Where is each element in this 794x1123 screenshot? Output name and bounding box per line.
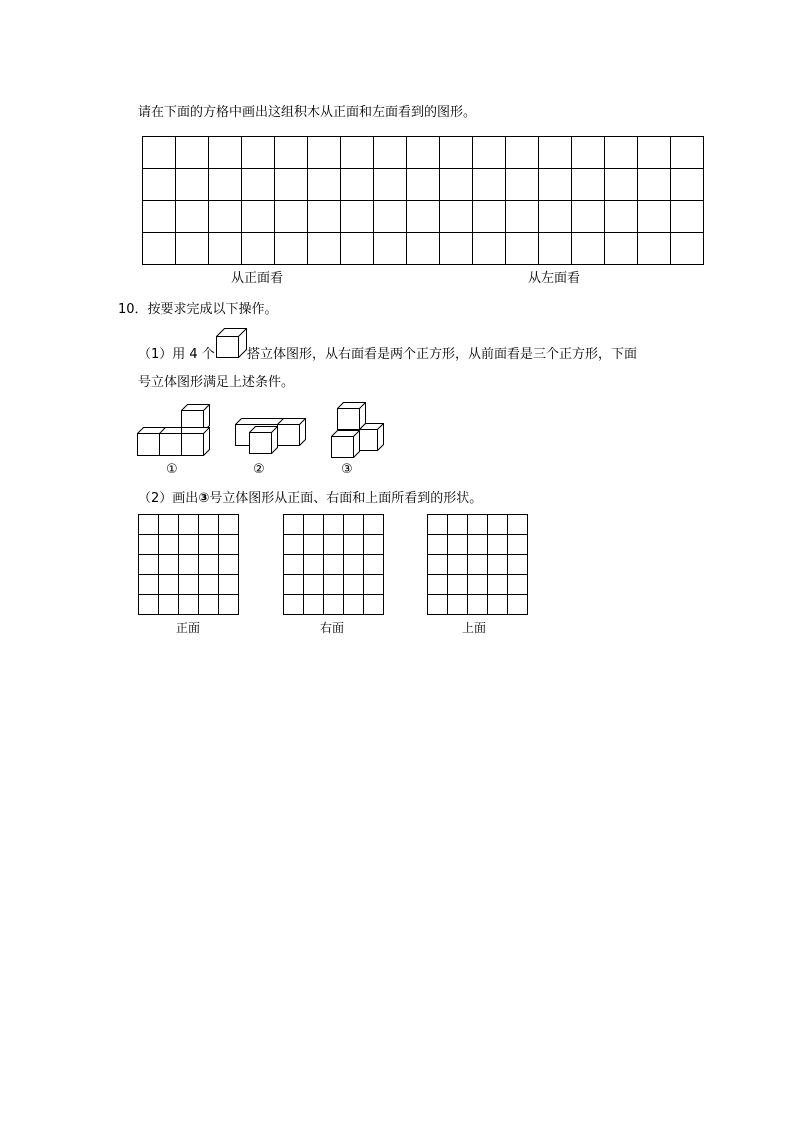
- grid-cell: [139, 595, 159, 615]
- big-grid: [142, 136, 704, 265]
- grid-cell: [242, 137, 275, 169]
- part2-text: [138, 491, 482, 507]
- figure-1-label: ①: [166, 462, 178, 477]
- grid-cell: [448, 555, 468, 575]
- grid-cell: [428, 535, 448, 555]
- grid-cell: [341, 233, 374, 265]
- grid-cell: [473, 169, 506, 201]
- grid-cell: [143, 233, 176, 265]
- grid-cell: [506, 201, 539, 233]
- grid-cell: [284, 575, 304, 595]
- grid-cell: [324, 555, 344, 575]
- grid-cell: [671, 201, 704, 233]
- grid-cell: [364, 515, 384, 535]
- grid-cell: [448, 535, 468, 555]
- grid-cell: [209, 169, 242, 201]
- grid-cell: [440, 233, 473, 265]
- grid-cell: [671, 169, 704, 201]
- grid-cell: [179, 535, 199, 555]
- grid-cell: [176, 201, 209, 233]
- grid-cell: [159, 515, 179, 535]
- grid-cell: [304, 515, 324, 535]
- grid-cell: [508, 555, 528, 575]
- grid-cell: [508, 595, 528, 615]
- figure-1-blocks: [136, 404, 214, 456]
- grid-cell: [508, 515, 528, 535]
- grid-cell: [284, 535, 304, 555]
- grid-cell: [539, 137, 572, 169]
- grid-cell: [374, 201, 407, 233]
- grid-cell: [539, 233, 572, 265]
- grid-cell: [139, 575, 159, 595]
- grid-cell: [428, 515, 448, 535]
- grid-cell: [341, 137, 374, 169]
- figure-2-label: ②: [253, 462, 265, 477]
- grid-cell: [219, 555, 239, 575]
- grid-cell: [284, 555, 304, 575]
- grid-cell: [143, 137, 176, 169]
- grid-cell: [488, 515, 508, 535]
- grid-cell: [209, 137, 242, 169]
- grid-cell: [506, 233, 539, 265]
- grid-cell: [671, 233, 704, 265]
- grid-cell: [572, 201, 605, 233]
- grid-cell: [308, 137, 341, 169]
- grid-cell: [605, 137, 638, 169]
- part1-line2: 号立体图形满足上述条件。: [138, 375, 295, 390]
- label-left-view: 从左面看: [528, 271, 581, 286]
- grid-cell: [407, 137, 440, 169]
- grid-cell: [488, 575, 508, 595]
- grid-cell: [219, 515, 239, 535]
- grid-cell: [440, 137, 473, 169]
- grid-cell: [139, 515, 159, 535]
- grid-cell: [428, 595, 448, 615]
- grid-cell: [139, 555, 159, 575]
- small-grid-right: [283, 514, 384, 615]
- grid-cell: [448, 515, 468, 535]
- grid-cell: [572, 137, 605, 169]
- grid-cell: [374, 137, 407, 169]
- grid-cell: [199, 575, 219, 595]
- grid-cell: [242, 169, 275, 201]
- part2-prefix: （2）画出: [138, 491, 199, 506]
- grid-cell: [407, 233, 440, 265]
- grid-cell: [176, 233, 209, 265]
- grid-cell: [488, 595, 508, 615]
- grid-cell: [448, 575, 468, 595]
- grid-cell: [242, 233, 275, 265]
- label-front-view: 从正面看: [231, 271, 284, 286]
- grid-cell: [508, 535, 528, 555]
- grid-cell: [344, 515, 364, 535]
- part2-suffix: 号立体图形从正面、右面和上面所看到的形状。: [209, 491, 483, 506]
- grid-cell: [304, 555, 324, 575]
- grid-cell: [308, 169, 341, 201]
- grid-cell: [275, 201, 308, 233]
- grid-cell: [407, 169, 440, 201]
- grid-cell: [143, 169, 176, 201]
- grid-cell: [199, 595, 219, 615]
- grid-cell: [176, 137, 209, 169]
- grid-cell: [638, 137, 671, 169]
- grid-cell: [468, 575, 488, 595]
- grid-cell: [341, 201, 374, 233]
- grid-cell: [308, 233, 341, 265]
- grid-cell: [199, 555, 219, 575]
- grid-cell: [638, 233, 671, 265]
- figure-3-label: ③: [341, 462, 353, 477]
- grid-cell: [176, 169, 209, 201]
- grid-cell: [304, 595, 324, 615]
- grid-cell: [671, 137, 704, 169]
- grid-cell: [448, 595, 468, 615]
- grid-cell: [468, 515, 488, 535]
- grid-cell: [324, 515, 344, 535]
- grid-cell: [179, 515, 199, 535]
- grid-cell: [159, 535, 179, 555]
- grid-cell: [440, 201, 473, 233]
- grid-cell: [143, 201, 176, 233]
- grid-cell: [344, 555, 364, 575]
- grid-cell: [344, 535, 364, 555]
- grid-cell: [428, 555, 448, 575]
- grid-cell: [159, 555, 179, 575]
- grid-cell: [284, 515, 304, 535]
- grid-cell: [304, 535, 324, 555]
- small-grid-top: [427, 514, 528, 615]
- grid-cell: [506, 137, 539, 169]
- grid-cell: [364, 535, 384, 555]
- figure-2-blocks: [234, 418, 308, 454]
- grid-cell: [572, 233, 605, 265]
- grid-cell: [605, 233, 638, 265]
- grid-cell: [473, 137, 506, 169]
- part1-prefix: （1）用 4 个: [138, 347, 215, 362]
- small-grid-label-front: 正面: [176, 621, 201, 635]
- grid-cell: [539, 169, 572, 201]
- grid-cell: [428, 575, 448, 595]
- grid-cell: [468, 535, 488, 555]
- grid-cell: [364, 555, 384, 575]
- grid-cell: [344, 575, 364, 595]
- question-10-title: 10．按要求完成以下操作。: [118, 302, 278, 317]
- grid-cell: [341, 169, 374, 201]
- grid-cell: [473, 201, 506, 233]
- grid-cell: [364, 575, 384, 595]
- grid-cell: [219, 595, 239, 615]
- grid-cell: [407, 201, 440, 233]
- grid-cell: [179, 595, 199, 615]
- grid-cell: [275, 137, 308, 169]
- grid-cell: [219, 535, 239, 555]
- grid-cell: [324, 535, 344, 555]
- grid-cell: [304, 575, 324, 595]
- grid-cell: [324, 575, 344, 595]
- small-grid-label-top: 上面: [462, 621, 487, 635]
- grid-cell: [219, 575, 239, 595]
- part1-suffix: 搭立体图形，从右面看是两个正方形，从前面看是三个正方形，下面: [247, 347, 638, 362]
- grid-cell: [284, 595, 304, 615]
- grid-cell: [572, 169, 605, 201]
- grid-cell: [324, 595, 344, 615]
- instruction-text: 请在下面的方格中画出这组积木从正面和左面看到的图形。: [138, 105, 477, 120]
- small-grid-front: [138, 514, 239, 615]
- grid-cell: [506, 169, 539, 201]
- grid-cell: [308, 201, 341, 233]
- grid-cell: [539, 201, 572, 233]
- grid-cell: [159, 595, 179, 615]
- grid-cell: [139, 535, 159, 555]
- grid-cell: [605, 169, 638, 201]
- grid-cell: [159, 575, 179, 595]
- grid-cell: [468, 555, 488, 575]
- grid-cell: [605, 201, 638, 233]
- grid-cell: [275, 233, 308, 265]
- grid-cell: [199, 515, 219, 535]
- grid-cell: [440, 169, 473, 201]
- grid-cell: [179, 575, 199, 595]
- grid-cell: [638, 201, 671, 233]
- grid-cell: [199, 535, 219, 555]
- grid-cell: [488, 555, 508, 575]
- grid-cell: [638, 169, 671, 201]
- grid-cell: [209, 201, 242, 233]
- grid-cell: [468, 595, 488, 615]
- grid-cell: [374, 233, 407, 265]
- grid-cell: [242, 201, 275, 233]
- grid-cell: [364, 595, 384, 615]
- cube-icon: [216, 328, 248, 358]
- small-grid-label-right: 右面: [320, 621, 345, 635]
- figure-3-blocks: [330, 402, 386, 458]
- grid-cell: [508, 575, 528, 595]
- grid-cell: [179, 555, 199, 575]
- grid-cell: [275, 169, 308, 201]
- grid-cell: [488, 535, 508, 555]
- part2-circled: ③: [198, 491, 210, 506]
- grid-cell: [473, 233, 506, 265]
- grid-cell: [209, 233, 242, 265]
- grid-cell: [374, 169, 407, 201]
- grid-cell: [344, 595, 364, 615]
